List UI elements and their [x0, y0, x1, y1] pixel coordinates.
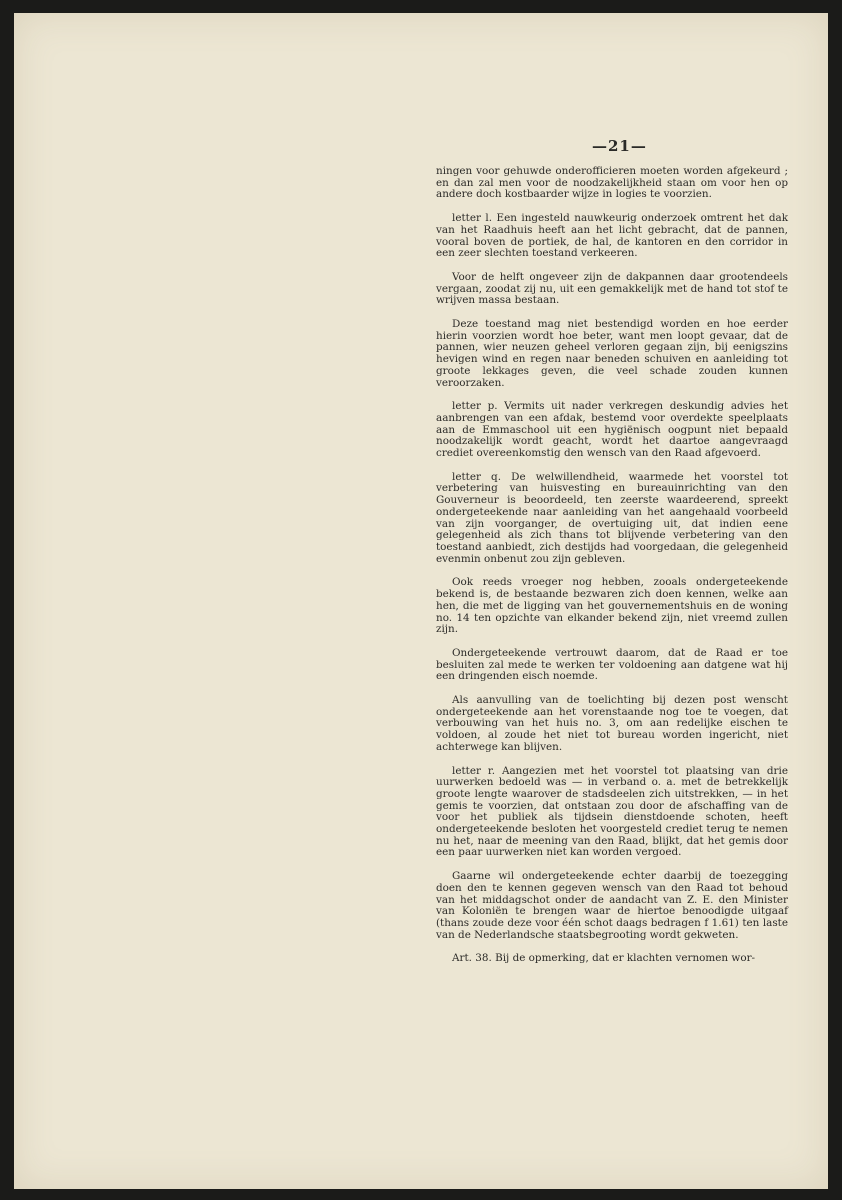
paragraph: ningen voor gehuwde onderofficieren moeten worden afgekeurd ; en dan zal men voor de noodzakelijkheid staan om voor hen op andere doch kostbaarder wijze in logies te voorzien. [436, 165, 788, 201]
text-column [436, 166, 788, 977]
paragraph: Ook reeds vroeger nog hebben, zooals ondergeteekende bekend is, de bestaande bezwaren zich doen kennen, welke aan hen, die met de ligging van het gouvernementshuis en de woning no. 14 ten opzichte van elkander bekend zijn, niet vreemd zullen zijn. [436, 576, 788, 636]
paragraph: letter q. De welwillendheid, waarmede het voorstel tot verbetering van huisvesting en bureauinrichting van den Gouverneur is beoordeeld, ten zeerste waardeerend, spreekt ondergeteekende naar aanleiding van het aangehaald voorbeeld van zijn voorganger, de overtuiging uit, dat indien eene gelegenheid als zich thans tot blijvende verbetering van den toestand aanbiedt, zich destijds had voorgedaan, die gelegenheid evenmin onbenut zou zijn gebleven. [436, 470, 788, 565]
paragraph: letter r. Aangezien met het voorstel tot plaatsing van drie uurwerken bedoeld was — in verband o. a. met de betrekkelijk groote lengte waarover de stadsdeelen zich uitstrekken, — in het gemis te voorzien, dat ontstaan zou door de afschaffing van de voor het publiek als tijdsein dienstdoende schoten, heeft ondergeteekende besloten het voorgesteld crediet terug te nemen nu het, naar de meening van den Raad, blijkt, dat het gemis door een paar uurwerken niet kan worden vergoed. [436, 764, 788, 859]
paragraph: Gaarne wil ondergeteekende echter daarbij de toezegging doen den te kennen gegeven wensch van den Raad tot behoud van het middagschot onder de aandacht van Z. E. den Minister van Koloniën te brengen waar de hiertoe benoodigde uitgaaf (thans zoude deze voor één schot daags bedragen f 1.61) ten laste van de Nederlandsche staatsbegrooting wordt gekweten. [436, 870, 788, 941]
paragraph: Art. 38. Bij de opmerking, dat er klachten vernomen wor- [452, 952, 756, 965]
paragraph: letter p. Vermits uit nader verkregen deskundig advies het aanbrengen van een afdak, bestemd voor overdekte speelplaats aan de Emmaschool uit een hygiënisch oogpunt niet bepaald noodzakelijk wordt geacht, wordt het daartoe aangevraagd crediet overeenkomstig den wensch van den Raad afgevoerd. [436, 400, 788, 460]
page-number: —21— [592, 137, 647, 155]
paragraph: Voor de helft ongeveer zijn de dakpannen daar grootendeels vergaan, zoodat zij nu, uit een gemakkelijk met de hand tot stof te wrijven massa bestaan. [436, 270, 788, 307]
paragraph: Ondergeteekende vertrouwt daarom, dat de Raad er toe besluiten zal mede te werken ter voldoening aan datgene wat hij een dringenden eisch noemde. [436, 646, 788, 683]
paragraph: Deze toestand mag niet bestendigd worden en hoe eerder hierin voorzien wordt hoe beter, want men loopt gevaar, dat de pannen, wier neuzen geheel verloren gegaan zijn, bij eenigszins hevigen wind en regen naar beneden schuiven en aanleiding tot groote lekkages geven, die veel schade zouden kunnen veroorzaken. [436, 318, 788, 389]
paragraph: letter l. Een ingesteld nauwkeurig onderzoek omtrent het dak van het Raadhuis heeft aan het licht gebracht, dat de pannen, vooral boven de portiek, de hal, de kantoren en den corridor in een zeer slechten toestand verkeeren. [436, 212, 788, 260]
document-page [14, 13, 828, 1189]
paragraph: Als aanvulling van de toelichting bij dezen post wenscht ondergeteekende aan het vorenstaande nog toe te voegen, dat verbouwing van het huis no. 3, om aan redelijke eischen te voldoen, al zoude het niet tot bureau worden ingericht, niet achterwege kan blijven. [436, 694, 788, 753]
